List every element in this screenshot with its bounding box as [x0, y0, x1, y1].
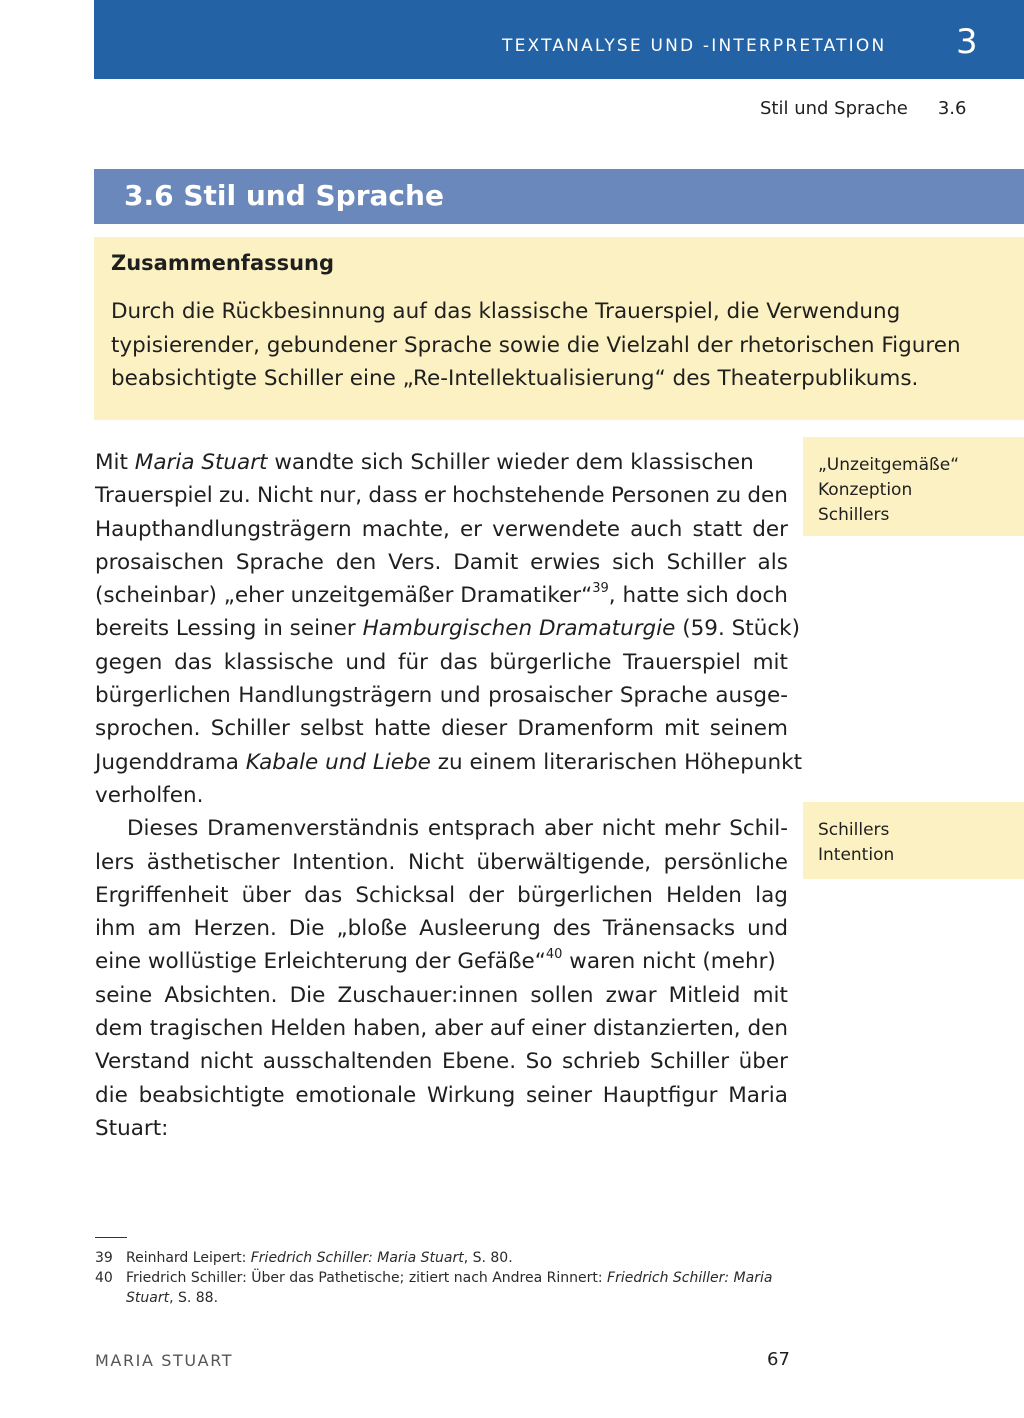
- word: emotionale: [295, 1082, 417, 1108]
- word: seinem: [709, 716, 788, 742]
- book-title-footer: MARIA STUART: [95, 1351, 234, 1370]
- word: Ebene.: [441, 1049, 517, 1075]
- word: den: [335, 549, 377, 575]
- running-number: 3.6: [937, 98, 967, 119]
- margin-note-schillers-intention: [803, 802, 1024, 879]
- word: bürgerlichen: [95, 683, 231, 709]
- word: gegen: [95, 649, 163, 675]
- text-line: [95, 646, 788, 679]
- word: Handlungsträgern: [238, 683, 433, 709]
- footnote-ref: 39: [592, 581, 609, 597]
- word: ausge-: [715, 683, 788, 709]
- text-line: [95, 446, 788, 479]
- word: „bloße: [336, 916, 408, 942]
- text-run: Jugenddrama: [95, 749, 246, 775]
- word: tragischen: [149, 1016, 264, 1042]
- word: als: [757, 549, 788, 575]
- word: Dramenverständnis: [207, 816, 420, 842]
- word: und: [747, 916, 788, 942]
- word: über: [738, 1049, 788, 1075]
- chapter-title: TEXTANALYSE UND -INTERPRETATION: [502, 36, 887, 56]
- word: Nicht: [407, 849, 464, 875]
- chapter-header-bar: [94, 0, 1024, 79]
- text-run: , S. 80.: [463, 1250, 513, 1266]
- word: dieser: [441, 716, 508, 742]
- word: Helden: [270, 1016, 347, 1042]
- running-title: Stil und Sprache: [760, 98, 908, 119]
- word: zu: [716, 483, 742, 509]
- word: Helden: [666, 882, 742, 908]
- word: sprochen.: [95, 716, 201, 742]
- word: die: [95, 1082, 128, 1108]
- chapter-number: 3: [956, 22, 978, 62]
- text-line: [95, 712, 788, 745]
- word: prosaischer: [488, 683, 613, 709]
- paragraph-2: [95, 812, 788, 1145]
- word: Schil-: [729, 816, 788, 842]
- word: den: [747, 483, 788, 509]
- summary-heading: Zusammenfassung: [111, 251, 335, 275]
- text-line: [95, 1012, 788, 1045]
- work-title: Friedrich Schiller: Maria Stuart: [126, 1270, 773, 1306]
- word: das: [304, 882, 343, 908]
- word: hochstehende: [452, 483, 605, 509]
- word: ihm: [95, 916, 136, 942]
- text-line: Stuart:: [95, 1115, 169, 1141]
- word: statt: [692, 516, 743, 542]
- work-title: Kabale und Liebe: [245, 749, 431, 775]
- word: persönliche: [663, 849, 788, 875]
- text-line: [95, 846, 788, 879]
- paragraph-1: [95, 446, 803, 812]
- word: zwar: [605, 982, 657, 1008]
- word: das: [174, 649, 213, 675]
- word: beabsichtigte: [138, 1082, 285, 1108]
- text-line: [95, 679, 788, 712]
- word: Haupthandlungsträgern: [95, 516, 352, 542]
- footnote-text: [126, 1268, 785, 1308]
- margin-note-line: Schillers: [818, 820, 890, 840]
- word: der: [468, 882, 504, 908]
- word: zu.: [218, 483, 251, 509]
- text-run: , S. 88.: [169, 1290, 219, 1306]
- text-line: [95, 1045, 788, 1078]
- word: Sprache: [235, 549, 324, 575]
- word: und: [439, 683, 481, 709]
- word: seiner: [525, 1082, 593, 1108]
- text-line: [95, 945, 788, 978]
- word: Wirkung: [426, 1082, 516, 1108]
- text-run: wandte sich Schiller wieder dem klassischen: [267, 450, 754, 475]
- word: Ausleerung: [419, 916, 541, 942]
- word: Trauerspiel: [623, 649, 741, 675]
- word: klassische: [223, 649, 334, 675]
- word: einer: [531, 1016, 587, 1042]
- text-run: (59. Stück): [675, 616, 801, 642]
- word: Maria: [728, 1082, 788, 1108]
- summary-line: typisierender, gebundener Sprache sowie die Vielzahl der rhetorischen Figuren: [111, 332, 961, 358]
- word: der: [752, 516, 788, 542]
- word: bürgerlichen: [517, 882, 653, 908]
- margin-note-line: „Unzeitgemäße“: [818, 455, 959, 475]
- word: Schiller: [649, 1049, 730, 1075]
- word: seine: [95, 982, 153, 1008]
- word: am: [147, 916, 182, 942]
- word: bürgerliche: [489, 649, 612, 675]
- word: Personen: [610, 483, 710, 509]
- word: mit: [664, 716, 700, 742]
- text-line: verholfen.: [95, 782, 204, 808]
- word: schrieb: [562, 1049, 641, 1075]
- margin-note-unzeitgemaesse-konzeption: [803, 437, 1024, 536]
- work-title: Friedrich Schiller: Maria Stuart: [250, 1250, 464, 1266]
- word: entsprach: [427, 816, 536, 842]
- word: Damit: [453, 549, 519, 575]
- word: nur,: [319, 483, 363, 509]
- word: Nicht: [256, 483, 313, 509]
- text-run: , hatte sich doch: [608, 583, 788, 609]
- word: überwältigende,: [476, 849, 652, 875]
- text-line: [95, 746, 803, 779]
- word: Die: [289, 982, 326, 1008]
- summary-line: beabsichtigte Schiller eine „Re-Intellektualisierung“ des Theaterpublikums.: [111, 366, 919, 391]
- text-run: zu einem literarischen Höhepunkt: [430, 749, 803, 775]
- work-title: Hamburgischen Dramaturgie: [362, 616, 676, 642]
- word: aber: [544, 816, 593, 842]
- word: aber: [434, 1016, 483, 1042]
- word: lers: [95, 849, 135, 875]
- text-line: [95, 479, 788, 512]
- word: machte,: [361, 516, 450, 542]
- word: er: [459, 516, 483, 542]
- word: So: [525, 1049, 553, 1075]
- word: auf: [489, 1016, 525, 1042]
- text-line: [95, 579, 788, 612]
- word: Dieses: [127, 816, 199, 842]
- word: er: [423, 483, 446, 509]
- word: auch: [630, 516, 683, 542]
- summary-box: [94, 237, 1024, 420]
- word: hatte: [373, 716, 431, 742]
- word: Sprache: [619, 683, 708, 709]
- summary-line: Durch die Rückbesinnung auf das klassische Trauerspiel, die Verwendung: [111, 299, 901, 324]
- footnote-rule: [95, 1237, 127, 1238]
- text-line: [95, 912, 788, 945]
- word: Zuschauer:innen: [337, 982, 519, 1008]
- word: Dramenform: [517, 716, 654, 742]
- word: prosaischen: [95, 549, 225, 575]
- word: und: [345, 649, 387, 675]
- word: dass: [368, 483, 418, 509]
- text-line: [95, 612, 801, 645]
- word: Intention.: [292, 849, 396, 875]
- word: Ergriffenheit: [95, 882, 229, 908]
- text-line: [95, 879, 788, 912]
- word: Mitleid: [668, 982, 741, 1008]
- word: haben,: [353, 1016, 428, 1042]
- word: mit: [752, 649, 788, 675]
- word: Hauptfigur: [602, 1082, 718, 1108]
- footnote-ref: 40: [545, 947, 563, 963]
- text-run: (scheinbar) „eher unzeitgemäßer Dramatiker“: [95, 583, 593, 609]
- word: Absichten.: [164, 982, 278, 1008]
- word: über: [241, 882, 291, 908]
- margin-note-line: Schillers: [818, 505, 890, 525]
- summary-text: [111, 295, 1006, 396]
- word: den: [747, 1016, 788, 1042]
- word: selbst: [300, 716, 364, 742]
- text-run: Friedrich Schiller: Über das Pathetische; zitiert nach Andrea Rinnert:: [126, 1270, 608, 1286]
- body-text: [95, 446, 803, 1145]
- footnote-39: [95, 1248, 785, 1268]
- word: Tränensacks: [602, 916, 736, 942]
- text-line: [95, 979, 788, 1012]
- text-line: [95, 812, 788, 845]
- footnote-text: [126, 1248, 513, 1268]
- word: nicht: [601, 816, 656, 842]
- word: Schiller: [210, 716, 290, 742]
- text-line: [95, 513, 788, 546]
- section-title: 3.6 Stil und Sprache: [124, 179, 444, 212]
- word: nicht: [199, 1049, 254, 1075]
- text-line: [95, 1079, 788, 1112]
- footnotes: [95, 1248, 785, 1308]
- word: sollen: [530, 982, 594, 1008]
- word: mehr: [663, 816, 721, 842]
- word: erwies: [530, 549, 601, 575]
- text-run: Reinhard Leipert:: [126, 1250, 251, 1266]
- margin-note-line: Konzeption: [818, 480, 913, 500]
- text-line: [95, 546, 788, 579]
- word: Schiller: [666, 549, 746, 575]
- word: mit: [752, 982, 788, 1008]
- footnote-number: 40: [95, 1270, 113, 1286]
- word: lag: [755, 882, 788, 908]
- word: für: [397, 649, 428, 675]
- word: ausschaltenden: [262, 1049, 433, 1075]
- word: distanzierten,: [593, 1016, 741, 1042]
- word: des: [552, 916, 591, 942]
- footnote-40: [95, 1268, 785, 1308]
- word: dem: [95, 1016, 143, 1042]
- word: sich: [612, 549, 655, 575]
- word: das: [439, 649, 478, 675]
- footnote-number: 39: [95, 1250, 113, 1266]
- word: Herzen.: [193, 916, 277, 942]
- word: Schicksal: [355, 882, 456, 908]
- running-head: [760, 98, 966, 119]
- word: Verstand: [95, 1049, 191, 1075]
- word: Vers.: [388, 549, 442, 575]
- text-run: Mit: [95, 450, 135, 475]
- word: ästhetischer: [146, 849, 280, 875]
- text-run: waren nicht (mehr): [562, 949, 776, 975]
- margin-note-line: Intention: [818, 845, 895, 865]
- word: Die: [288, 916, 325, 942]
- text-run: bereits Lessing in seiner: [95, 616, 363, 642]
- work-title: Maria Stuart: [134, 450, 268, 475]
- text-run: eine wollüstige Erleichterung der Gefäße“: [95, 949, 546, 975]
- word: verwendete: [492, 516, 620, 542]
- word: Trauerspiel: [95, 483, 213, 509]
- page-number: 67: [767, 1349, 790, 1370]
- section-heading-band: [94, 169, 1024, 224]
